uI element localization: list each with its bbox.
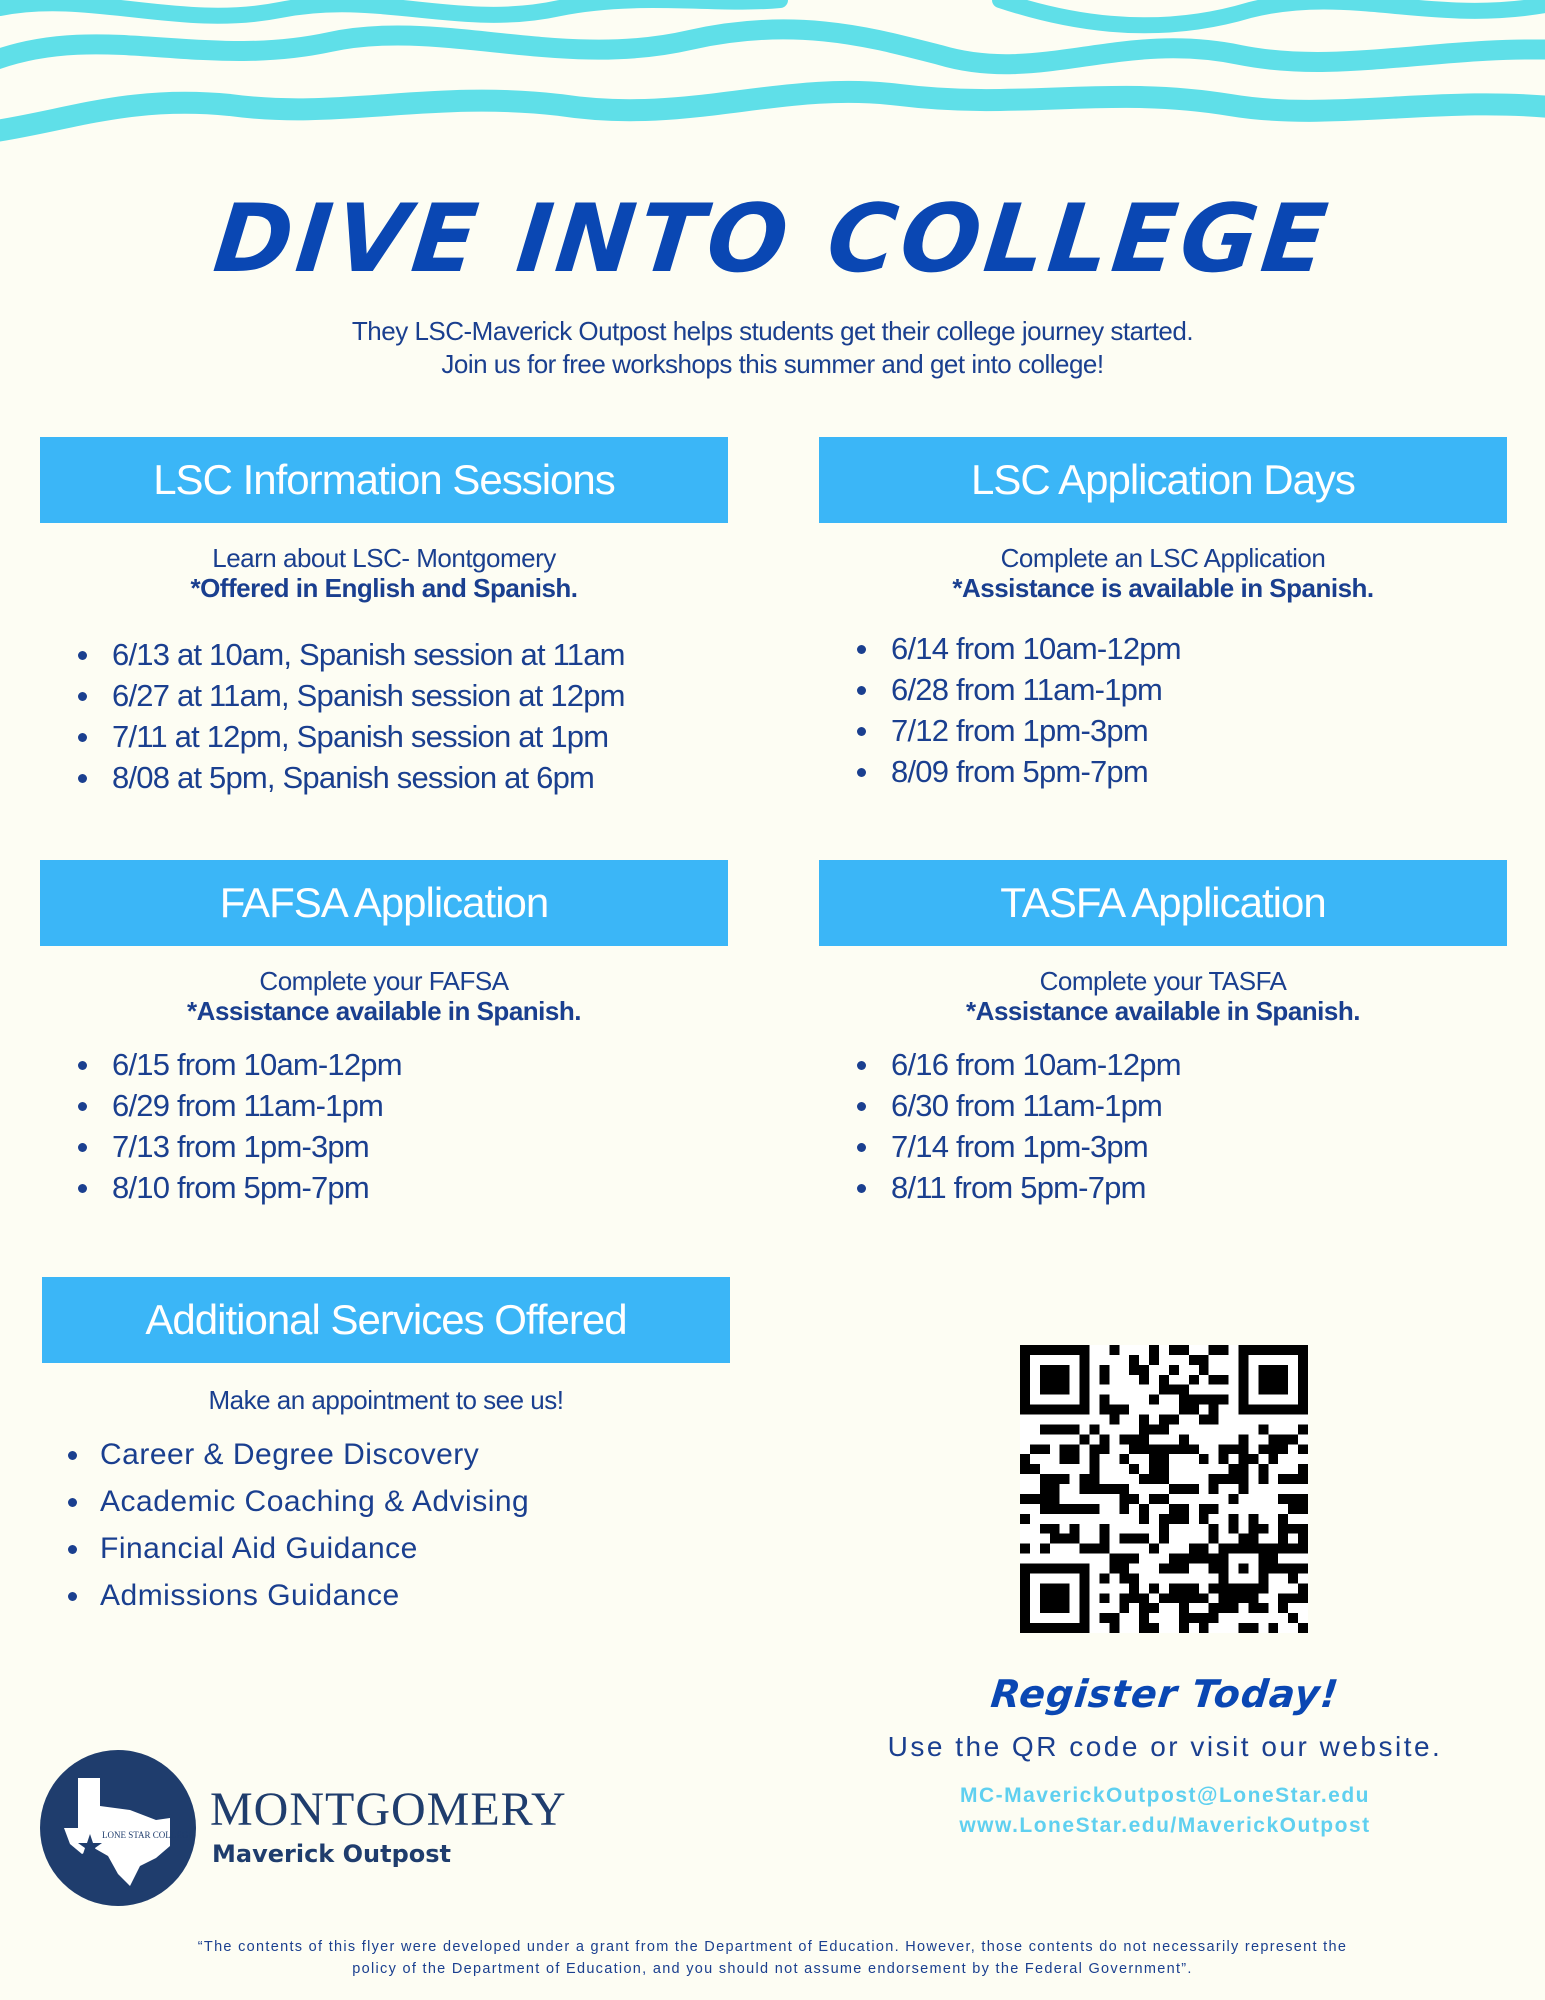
list-item: 8/08 at 5pm, Spanish session at 6pm	[40, 757, 728, 798]
application-days-subtitle	[819, 543, 1507, 603]
disclaimer	[160, 1936, 1385, 1980]
texas-star-logo	[38, 1748, 198, 1908]
tasfa-subtitle	[819, 966, 1507, 1026]
list-item: 8/10 from 5pm-7pm	[40, 1167, 728, 1208]
info-sessions-subtitle	[40, 543, 728, 603]
list-item: 6/29 from 11am-1pm	[40, 1085, 728, 1126]
wave-decoration	[0, 0, 1545, 160]
intro-text	[0, 315, 1545, 381]
contact-email-link[interactable]: MC-MaverickOutpost@LoneStar.edu	[959, 1784, 1371, 1807]
tasfa-heading: TASFA Application	[819, 860, 1507, 946]
tasfa-list	[819, 1044, 1507, 1208]
list-item: 6/16 from 10am-12pm	[819, 1044, 1507, 1085]
tasfa-section	[819, 860, 1507, 1208]
subtitle-text: Learn about LSC- Montgomery	[212, 543, 556, 573]
services-list	[42, 1431, 730, 1619]
subtitle-note: *Assistance is available in Spanish.	[952, 573, 1374, 603]
info-sessions-section	[40, 437, 728, 798]
logo-name: MONTGOMERY	[210, 1783, 567, 1836]
subtitle-note: *Assistance available in Spanish.	[187, 996, 581, 1026]
list-item: 6/27 at 11am, Spanish session at 12pm	[40, 675, 728, 716]
services-subtitle: Make an appointment to see us!	[208, 1385, 564, 1415]
list-item: 6/30 from 11am-1pm	[819, 1085, 1507, 1126]
list-item: 7/13 from 1pm-3pm	[40, 1126, 728, 1167]
list-item: 6/13 at 10am, Spanish session at 11am	[40, 634, 728, 675]
disclaimer-line-2: policy of the Department of Education, and you should not assume endorsement by the Federal Government”.	[352, 1961, 1193, 1977]
fafsa-list	[40, 1044, 728, 1208]
list-item: 6/14 from 10am-12pm	[819, 628, 1507, 669]
page-title: DIVE INTO COLLEGE	[209, 185, 1336, 294]
fafsa-subtitle	[40, 966, 728, 1026]
list-item: Career & Degree Discovery	[42, 1431, 730, 1478]
intro-line-2: Join us for free workshops this summer and get into college!	[441, 349, 1104, 379]
subtitle-text: Complete your FAFSA	[259, 966, 509, 996]
list-item: 7/12 from 1pm-3pm	[819, 710, 1507, 751]
subtitle-text: Complete an LSC Application	[1000, 543, 1326, 573]
subtitle-note: *Assistance available in Spanish.	[966, 996, 1360, 1026]
subtitle-text: Complete your TASFA	[1039, 966, 1287, 996]
info-sessions-heading: LSC Information Sessions	[40, 437, 728, 523]
logo-subname: Maverick Outpost	[212, 1840, 451, 1868]
intro-line-1: They LSC-Maverick Outpost helps students get their college journey started.	[351, 316, 1194, 346]
fafsa-heading: FAFSA Application	[40, 860, 728, 946]
subtitle-note: *Offered in English and Spanish.	[190, 573, 578, 603]
services-section	[42, 1277, 730, 1619]
list-item: 7/11 at 12pm, Spanish session at 1pm	[40, 716, 728, 757]
disclaimer-line-1: “The contents of this flyer were developed under a grant from the Department of Education. However, those contents do not necessarily represent the	[197, 1939, 1348, 1955]
register-heading: Register Today!	[988, 1672, 1342, 1716]
info-sessions-list	[40, 634, 728, 798]
services-heading: Additional Services Offered	[42, 1277, 730, 1363]
logo-badge-text: LONE STAR COLLEGE	[102, 1830, 194, 1840]
register-instruction: Use the QR code or visit our website.	[887, 1731, 1443, 1762]
list-item: 6/28 from 11am-1pm	[819, 669, 1507, 710]
list-item: 7/14 from 1pm-3pm	[819, 1126, 1507, 1167]
list-item: Admissions Guidance	[42, 1572, 730, 1619]
list-item: 6/15 from 10am-12pm	[40, 1044, 728, 1085]
qr-code[interactable]	[1020, 1345, 1308, 1633]
application-days-list	[819, 628, 1507, 792]
application-days-section	[819, 437, 1507, 792]
list-item: Academic Coaching & Advising	[42, 1478, 730, 1525]
list-item: 8/11 from 5pm-7pm	[819, 1167, 1507, 1208]
list-item: 8/09 from 5pm-7pm	[819, 751, 1507, 792]
fafsa-section	[40, 860, 728, 1208]
list-item: Financial Aid Guidance	[42, 1525, 730, 1572]
application-days-heading: LSC Application Days	[819, 437, 1507, 523]
website-link[interactable]: www.LoneStar.edu/MaverickOutpost	[959, 1814, 1371, 1837]
